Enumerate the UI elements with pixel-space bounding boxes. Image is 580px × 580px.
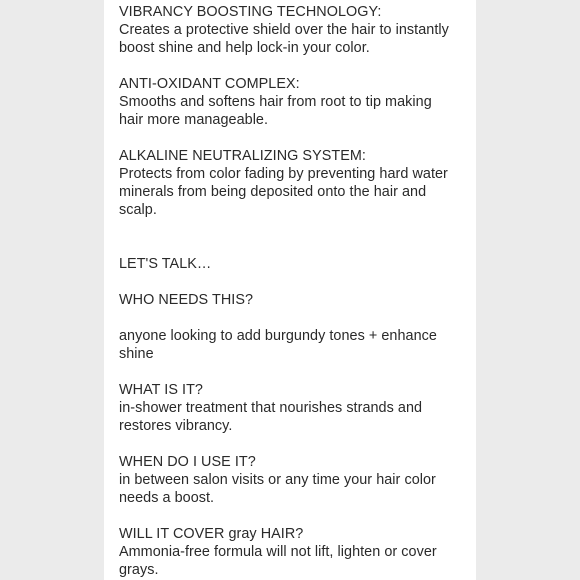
lets-talk-section: [119, 255, 476, 273]
faq-answer: Ammonia-free formula will not lift, lighten or cover: [119, 544, 437, 560]
faq-question: WILL IT COVER gray HAIR?: [119, 526, 304, 542]
faq-question: WHAT IS IT?: [119, 382, 203, 398]
faq-answer: anyone looking to add burgundy tones + enhance: [119, 328, 437, 344]
feature-text: scalp.: [119, 202, 157, 218]
faq-answer: grays.: [119, 562, 159, 578]
faq-answer: in between salon visits or any time your hair color: [119, 472, 436, 488]
feature-text: Creates a protective shield over the hair to instantly: [119, 22, 449, 38]
faq-what: [119, 381, 476, 435]
feature-heading: ANTI-OXIDANT COMPLEX:: [119, 76, 300, 92]
feature-text: hair more manageable.: [119, 112, 269, 128]
feature-vibrancy: [119, 3, 476, 57]
product-description-card: [104, 0, 476, 580]
faq-answer: needs a boost.: [119, 490, 215, 506]
feature-text: boost shine and help lock-in your color.: [119, 40, 370, 56]
faq-when: [119, 453, 476, 507]
faq-answer: shine: [119, 346, 154, 362]
feature-text: Protects from color fading by preventing hard water: [119, 166, 448, 182]
faq-answer: restores vibrancy.: [119, 418, 233, 434]
feature-heading: VIBRANCY BOOSTING TECHNOLOGY:: [119, 4, 382, 20]
feature-text: Smooths and softens hair from root to tip making: [119, 94, 432, 110]
faq-cover-gray: [119, 525, 476, 579]
section-heading: LET'S TALK…: [119, 256, 212, 272]
feature-heading: ALKALINE NEUTRALIZING SYSTEM:: [119, 148, 366, 164]
faq-question: WHEN DO I USE IT?: [119, 454, 256, 470]
feature-text: minerals from being deposited onto the hair and: [119, 184, 427, 200]
faq-question: WHO NEEDS THIS?: [119, 292, 254, 308]
faq-answer: in-shower treatment that nourishes strands and: [119, 400, 423, 416]
feature-alkaline: [119, 147, 476, 219]
feature-antioxidant: [119, 75, 476, 129]
faq-who: [119, 291, 476, 363]
